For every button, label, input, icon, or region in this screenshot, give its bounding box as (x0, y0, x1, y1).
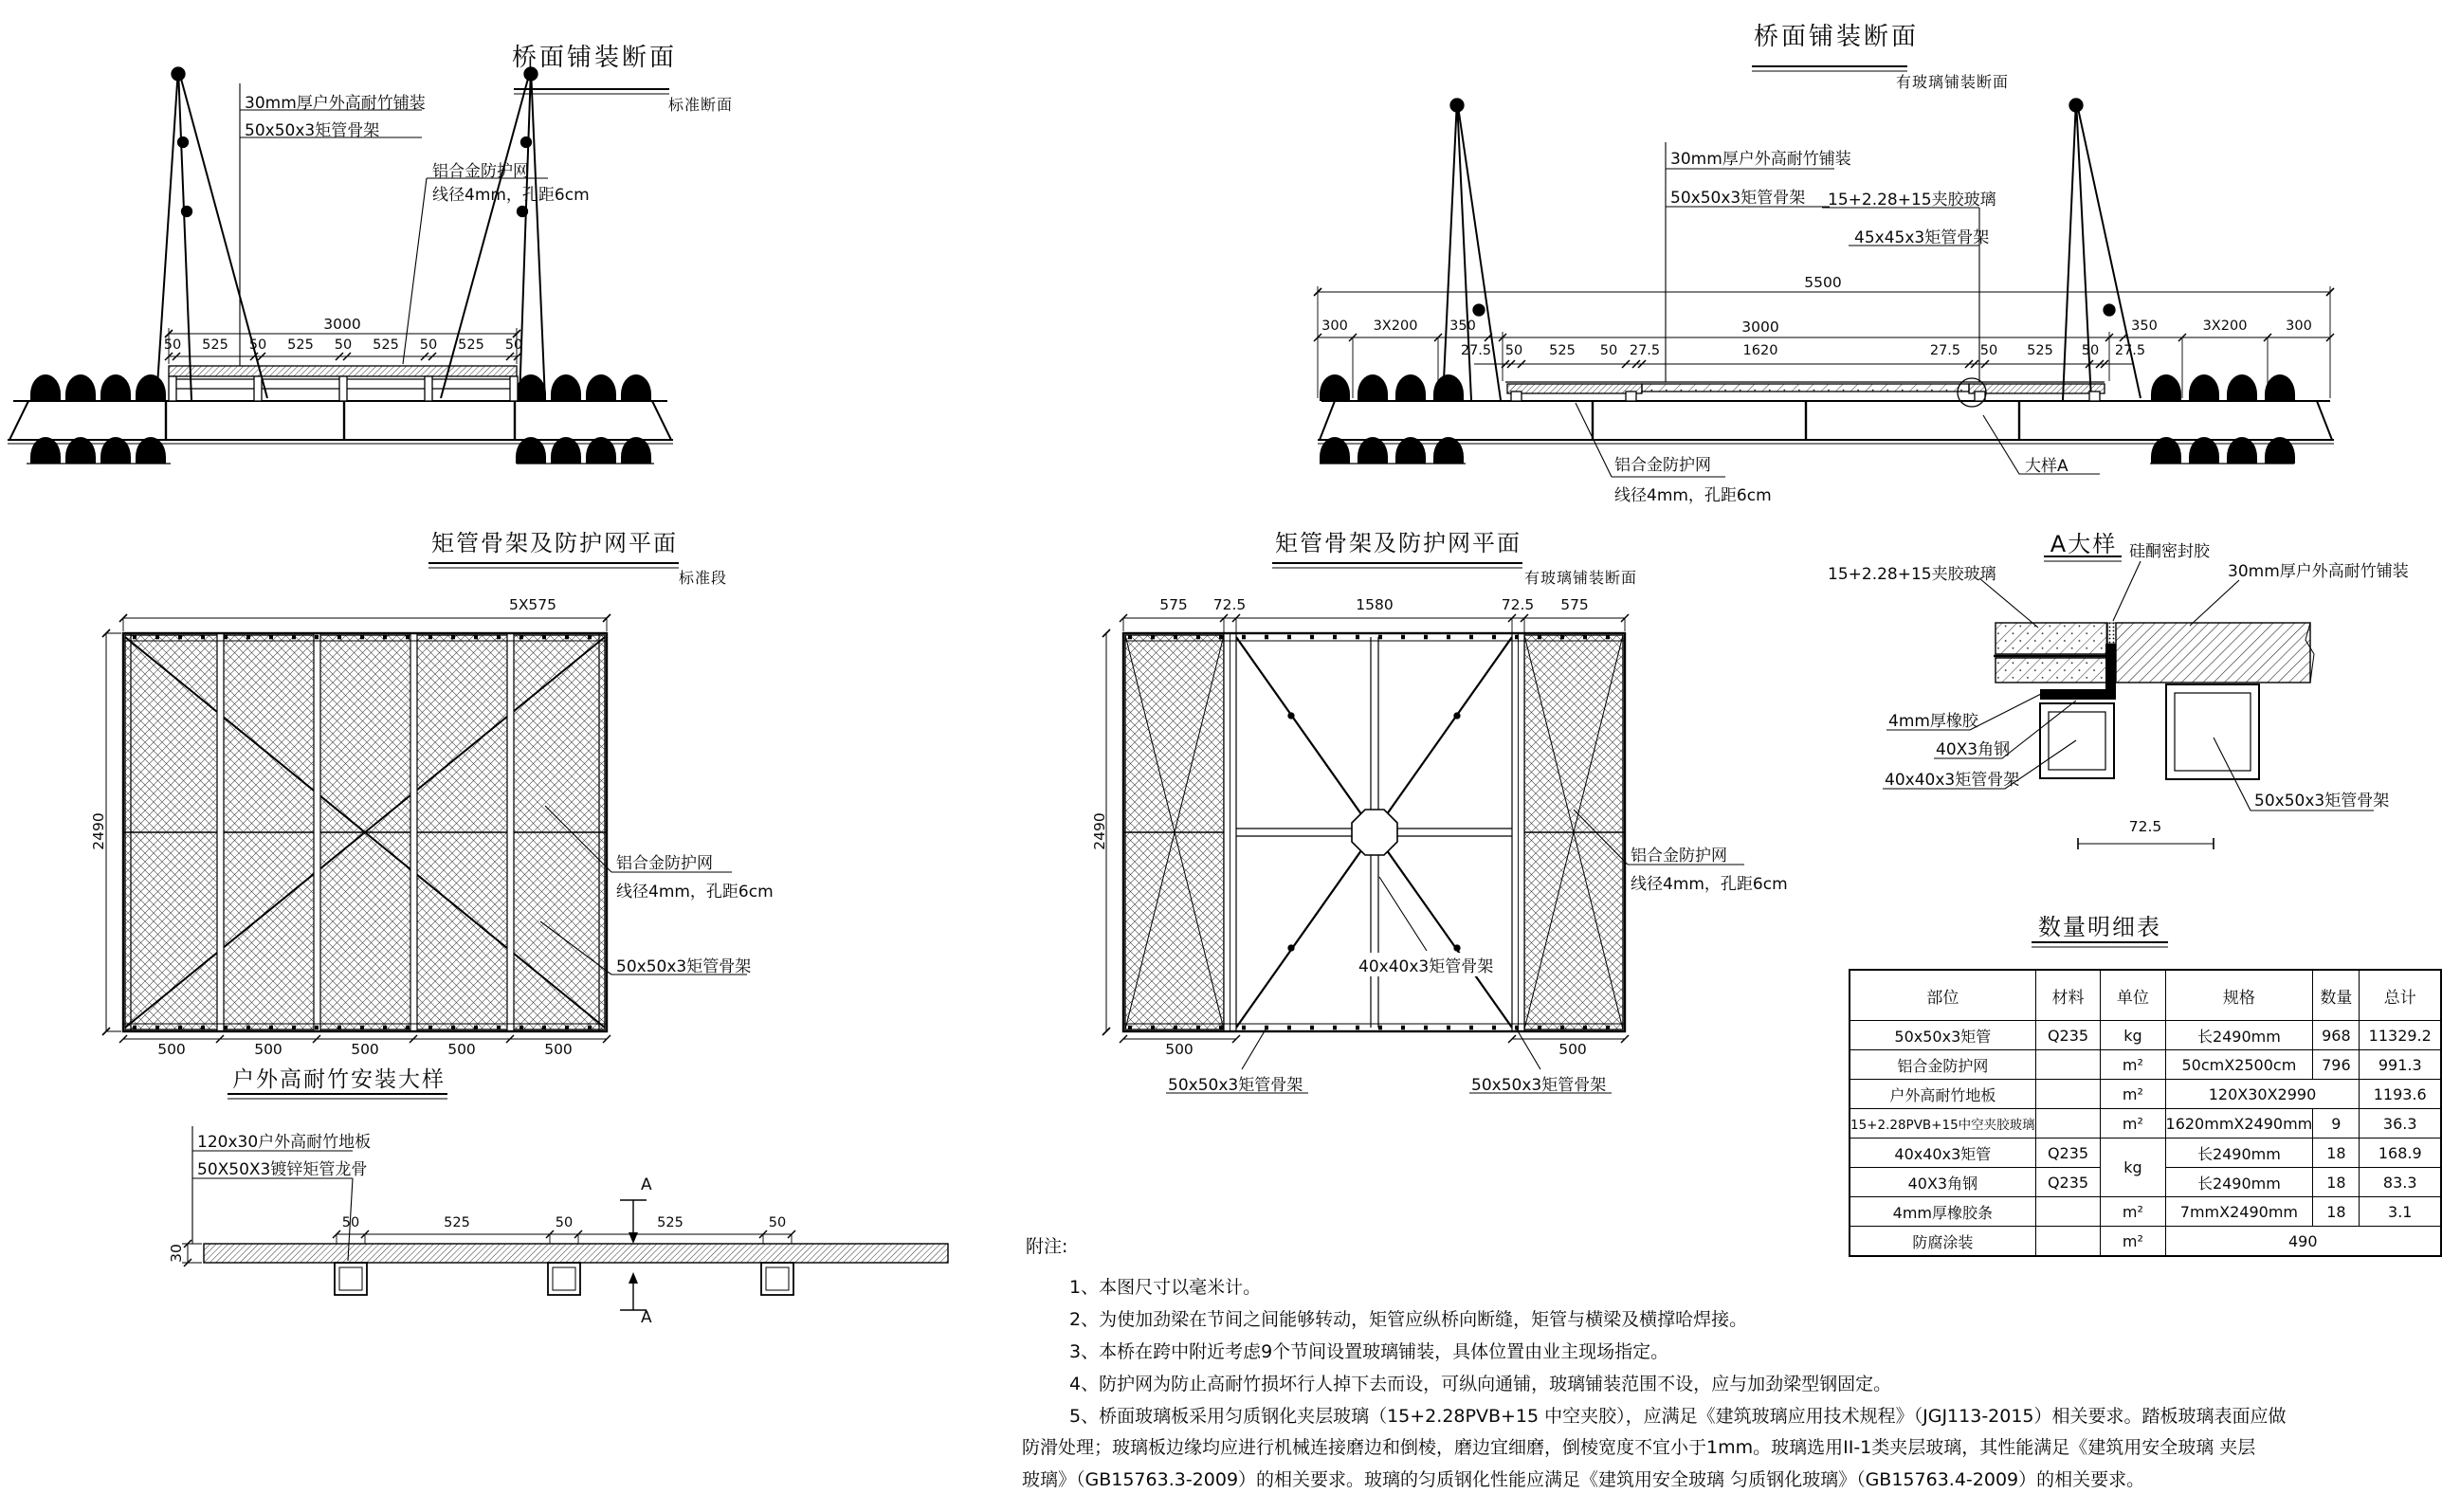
detail-a-title: A大样 (2050, 531, 2118, 557)
label-laminated-glass: 15+2.28+15夹胶玻璃 (1828, 191, 1996, 209)
dim-50: 50 (341, 1215, 360, 1230)
dim-525: 525 (287, 337, 314, 353)
dim-1580: 1580 (1356, 596, 1394, 613)
dim-500: 500 (157, 1041, 186, 1058)
dim-50: 50 (163, 337, 182, 353)
label-bamboo-paving: 30mm厚户外高耐竹铺装 (1670, 150, 1851, 169)
label-mesh-line1: 铝合金防护网 (1631, 847, 1727, 865)
dim-575: 575 (1560, 596, 1589, 613)
dim-50: 50 (419, 337, 438, 353)
dim-350: 350 (2131, 319, 2158, 334)
label-tube40-frame: 40x40x3矩管骨架 (1885, 771, 2020, 790)
section-mark-a-top: A (641, 1175, 652, 1194)
label-bamboo-paving: 30mm厚户外高耐竹铺装 (245, 94, 426, 113)
dim-27.5: 27.5 (1929, 343, 1961, 358)
label-tube50-frame: 50x50x3矩管骨架 (1670, 189, 1806, 208)
dim-3000: 3000 (1741, 319, 1779, 336)
dim-2490: 2490 (1091, 812, 1108, 850)
note-5-line1: 5、桥面玻璃板采用匀质钢化夹层玻璃（15+2.28PVB+15 中空夹胶），应满足《建筑玻璃应用技术规程》（JGJ113-2015）相关要求。踏板玻璃表面应做 (1069, 1406, 2287, 1427)
notes-heading: 附注: (1026, 1236, 1068, 1257)
label-mesh-line2: 线径4mm，孔距6cm (1614, 486, 1772, 505)
table-row: 4mm厚橡胶条 m² 7mmX2490mm 18 3.1 (1850, 1197, 2441, 1227)
note-4: 4、防护网为防止高耐竹损坏行人掉下去而设，可纵向通铺，玻璃铺装范围不设，应与加劲梁型钢固定。 (1069, 1374, 1892, 1394)
dim-525: 525 (2027, 343, 2053, 358)
dim-50: 50 (1504, 343, 1523, 358)
dim-500: 500 (351, 1041, 379, 1058)
quantity-table (1849, 969, 2442, 1257)
label-tube50-frame: 50x50x3矩管骨架 (2254, 792, 2390, 811)
dim-300: 300 (1321, 319, 1348, 334)
col-unit: 单位 (2101, 970, 2165, 1021)
label-mesh-line1: 铝合金防护网 (616, 854, 713, 873)
dim-50: 50 (248, 337, 267, 353)
dim-72.5: 72.5 (2128, 818, 2162, 835)
dim-27.5: 27.5 (2114, 343, 2146, 358)
label-rubber: 4mm厚橡胶 (1888, 712, 1978, 731)
dim-500: 500 (544, 1041, 573, 1058)
table-row: 铝合金防护网 m² 50cmX2500cm 796 991.3 (1850, 1050, 2441, 1080)
dim-50: 50 (555, 1215, 574, 1230)
dim-525: 525 (444, 1215, 470, 1230)
note-2: 2、为使加劲梁在节间之间能够转动，矩管应纵桥向断缝，矩管与横梁及横撑哈焊接。 (1069, 1309, 1748, 1330)
note-3: 3、本桥在跨中附近考虑9个节间设置玻璃铺装，具体位置由业主现场指定。 (1069, 1341, 1669, 1362)
col-material: 材料 (2035, 970, 2101, 1021)
label-mesh-line2: 线径4mm，孔距6cm (616, 883, 774, 902)
dim-500: 500 (254, 1041, 282, 1058)
col-part: 部位 (1850, 970, 2035, 1021)
label-galvanized-keel: 50X50X3镀锌矩管龙骨 (197, 1160, 368, 1179)
label-laminated-glass: 15+2.28+15夹胶玻璃 (1828, 565, 1996, 584)
col-spec: 规格 (2165, 970, 2313, 1021)
dim-525: 525 (458, 337, 484, 353)
dim-50: 50 (1599, 343, 1618, 358)
plan-glass (1103, 563, 1744, 1093)
detail-bamboo-install (182, 1094, 948, 1310)
section-std-subtitle: 标准断面 (668, 96, 734, 114)
dim-2490: 2490 (90, 812, 107, 850)
col-qty: 数量 (2313, 970, 2360, 1021)
dim-5x575: 5X575 (508, 596, 557, 613)
detail-bamboo-title: 户外高耐竹安装大样 (232, 1067, 446, 1092)
dim-350: 350 (1449, 319, 1476, 334)
section-mark-a-bottom: A (641, 1308, 652, 1327)
label-tube40-frame: 40x40x3矩管骨架 (1356, 953, 1496, 976)
label-bamboo-floor: 120x30户外高耐竹地板 (197, 1133, 372, 1152)
dim-27.5: 27.5 (1460, 343, 1492, 358)
dim-500: 500 (447, 1041, 476, 1058)
label-mesh-line1: 铝合金防护网 (432, 162, 529, 181)
section-glass-subtitle: 有玻璃铺装断面 (1896, 73, 2010, 91)
plan-std-title: 矩管骨架及防护网平面 (431, 530, 678, 556)
dim-500: 500 (1165, 1041, 1194, 1058)
label-tube50-frame: 50x50x3矩管骨架 (616, 957, 752, 976)
right-cross-section (1314, 66, 2334, 477)
dim-3x200: 3X200 (2202, 319, 2248, 334)
label-bamboo-paving: 30mm厚户外高耐竹铺装 (2228, 562, 2409, 581)
dim-1620: 1620 (1742, 343, 1778, 358)
dim-27.5: 27.5 (1629, 343, 1661, 358)
table-row: 50x50x3矩管 Q235 kg 长2490mm 968 11329.2 (1850, 1021, 2441, 1050)
label-tube45-frame: 45x45x3矩管骨架 (1854, 228, 1990, 247)
table-row: 15+2.28PVB+15中空夹胶玻璃 m² 1620mmX2490mm 9 36.3 (1850, 1109, 2441, 1139)
dim-525: 525 (1549, 343, 1576, 358)
plan-std-subtitle: 标准段 (679, 569, 728, 587)
table-header-row (1850, 970, 2441, 1021)
dim-50: 50 (2081, 343, 2100, 358)
dim-525: 525 (202, 337, 228, 353)
dim-525: 525 (657, 1215, 683, 1230)
section-std-title: 桥面铺装断面 (512, 44, 678, 72)
note-1: 1、本图尺寸以毫米计。 (1069, 1277, 1262, 1298)
dim-50: 50 (768, 1215, 787, 1230)
dim-30: 30 (168, 1244, 185, 1263)
dim-50: 50 (1979, 343, 1998, 358)
dim-50: 50 (504, 337, 523, 353)
plan-glass-title: 矩管骨架及防护网平面 (1275, 530, 1522, 556)
label-tube50-frame: 50x50x3矩管骨架 (245, 121, 380, 140)
label-mesh-line1: 铝合金防护网 (1614, 456, 1711, 475)
dim-525: 525 (373, 337, 399, 353)
label-detail-a-ref: 大样A (2025, 457, 2068, 476)
table-row: 户外高耐竹地板 m² 120X30X2990 1193.6 (1850, 1080, 2441, 1109)
dim-575: 575 (1159, 596, 1188, 613)
quantity-table-title: 数量明细表 (2038, 914, 2161, 940)
note-5-line3: 玻璃》（GB15763.3-2009）的相关要求。玻璃的匀质钢化性能应满足《建筑用安全玻璃 匀质钢化玻璃》（GB15763.4-2009）的相关要求。 (1022, 1469, 2145, 1490)
label-tube50-frame: 50x50x3矩管骨架 (1471, 1076, 1607, 1095)
label-angle-steel: 40X3角钢 (1936, 740, 2011, 759)
label-silicone-sealant: 硅酮密封胶 (2129, 542, 2210, 561)
dim-72.5: 72.5 (1212, 596, 1247, 613)
dim-72.5: 72.5 (1501, 596, 1535, 613)
section-glass-title: 桥面铺装断面 (1754, 23, 1920, 51)
label-mesh-line2: 线径4mm，孔距6cm (1631, 875, 1788, 894)
dim-300: 300 (2286, 319, 2312, 334)
label-mesh-line2: 线径4mm，孔距6cm (432, 186, 590, 205)
table-row: 40x40x3矩管 Q235 kg 长2490mm 18 168.9 (1850, 1139, 2441, 1168)
dim-50: 50 (334, 337, 353, 353)
col-total: 总计 (2360, 970, 2441, 1021)
note-5-line2: 防滑处理；玻璃板边缘均应进行机械连接磨边和倒棱，磨边宜细磨，倒棱宽度不宜小于1mm。玻璃选用II-1类夹层玻璃，其性能满足《建筑用安全玻璃 夹层 (1022, 1437, 2256, 1458)
label-tube50-frame: 50x50x3矩管骨架 (1168, 1076, 1303, 1095)
plan-glass-subtitle: 有玻璃铺装断面 (1524, 569, 1638, 587)
table-row: 防腐涂装 m² 490 (1850, 1227, 2441, 1257)
dim-3000: 3000 (323, 316, 361, 333)
dim-500: 500 (1558, 1041, 1587, 1058)
table-row: 40X3角钢 Q235 长2490mm 18 83.3 (1850, 1168, 2441, 1197)
dim-3x200: 3X200 (1373, 319, 1418, 334)
dim-5500: 5500 (1804, 274, 1842, 291)
